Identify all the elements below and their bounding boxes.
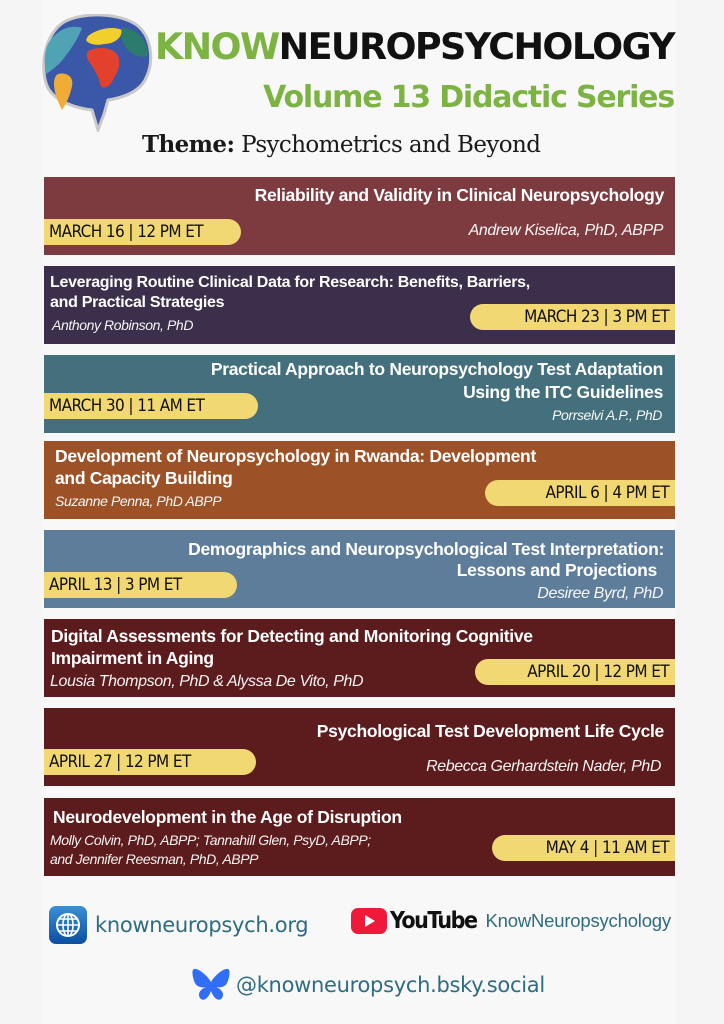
brand-title — [155, 22, 674, 72]
session-title: and Capacity Building — [55, 468, 233, 488]
session-date-pill: MARCH 16 | 12 PM ET — [44, 219, 241, 245]
theme-line — [142, 128, 540, 162]
session-date-pill: APRIL 13 | 3 PM ET — [44, 572, 237, 598]
session-speaker: Porrselvi A.P., PhD — [552, 407, 662, 423]
theme-value: Psychometrics and Beyond — [241, 132, 541, 158]
globe-icon — [48, 905, 88, 945]
session-title: Impairment in Aging — [51, 648, 214, 668]
session-date-pill: MAY 4 | 11 AM ET — [492, 835, 675, 861]
session-card — [44, 177, 675, 255]
session-title: and Practical Strategies — [50, 294, 225, 311]
session-speaker: Molly Colvin, PhD, ABPP; Tannahill Glen, PsyD, ABPP; — [50, 832, 371, 848]
session-card — [44, 619, 675, 697]
session-speaker: Anthony Robinson, PhD — [52, 317, 194, 333]
session-date-pill: APRIL 27 | 12 PM ET — [44, 749, 256, 775]
session-speaker: and Jennifer Reesman, PhD, ABPP — [50, 851, 259, 867]
session-title: Demographics and Neuropsychological Test Interpretation: — [188, 539, 664, 559]
session-speaker: Desiree Byrd, PhD — [537, 585, 663, 602]
series-subtitle: Volume 13 Didactic Series — [263, 80, 674, 115]
session-date-pill: MARCH 30 | 11 AM ET — [44, 393, 258, 419]
session-title: Development of Neuropsychology in Rwanda: Development — [55, 446, 536, 466]
youtube-play-icon — [351, 908, 387, 934]
session-title: Using the ITC Guidelines — [463, 382, 663, 402]
session-title: Practical Approach to Neuropsychology Test Adaptation — [210, 359, 663, 379]
session-title: Neurodevelopment in the Age of Disruption — [53, 807, 402, 827]
website-link[interactable] — [48, 905, 308, 945]
brand-title-know: KNOW — [154, 25, 279, 68]
session-card — [44, 798, 675, 876]
session-speaker: Rebecca Gerhardstein Nader, PhD — [426, 758, 661, 775]
session-date-pill: MARCH 23 | 3 PM ET — [470, 304, 675, 330]
session-card — [44, 355, 675, 433]
session-date-pill: APRIL 20 | 12 PM ET — [475, 659, 675, 685]
session-card — [44, 708, 675, 786]
session-title: Leveraging Routine Clinical Data for Research: Benefits, Barriers, — [50, 274, 530, 291]
session-title: Psychological Test Development Life Cycle — [316, 721, 664, 741]
session-card — [44, 530, 675, 608]
brain-globe-logo-icon — [42, 14, 154, 132]
bluesky-butterfly-icon — [192, 967, 230, 1003]
session-speaker: Lousia Thompson, PhD & Alyssa De Vito, PhD — [50, 673, 364, 690]
session-title: Lessons and Projections — [456, 560, 657, 580]
session-title: Digital Assessments for Detecting and Monitoring Cognitive — [51, 626, 533, 646]
youtube-channel-text: KnowNeuropsychology — [485, 910, 671, 931]
session-speaker: Suzanne Penna, PhD ABPP — [55, 493, 222, 509]
session-card — [44, 441, 675, 519]
session-title: Reliability and Validity in Clinical Neuropsychology — [254, 185, 664, 205]
website-text: knowneuropsych.org — [95, 913, 309, 937]
bluesky-link[interactable] — [192, 967, 545, 1003]
session-card — [44, 266, 675, 344]
bluesky-handle-text: @knowneuropsych.bsky.social — [236, 973, 545, 997]
youtube-logo-text: YouTube — [390, 908, 477, 934]
session-date-pill: APRIL 6 | 4 PM ET — [485, 480, 675, 506]
theme-label: Theme: — [142, 131, 235, 158]
brand-title-neuropsychology: NEUROPSYCHOLOGY — [278, 25, 674, 68]
session-speaker: Andrew Kiselica, PhD, ABPP — [468, 222, 663, 239]
youtube-link[interactable] — [351, 908, 671, 934]
